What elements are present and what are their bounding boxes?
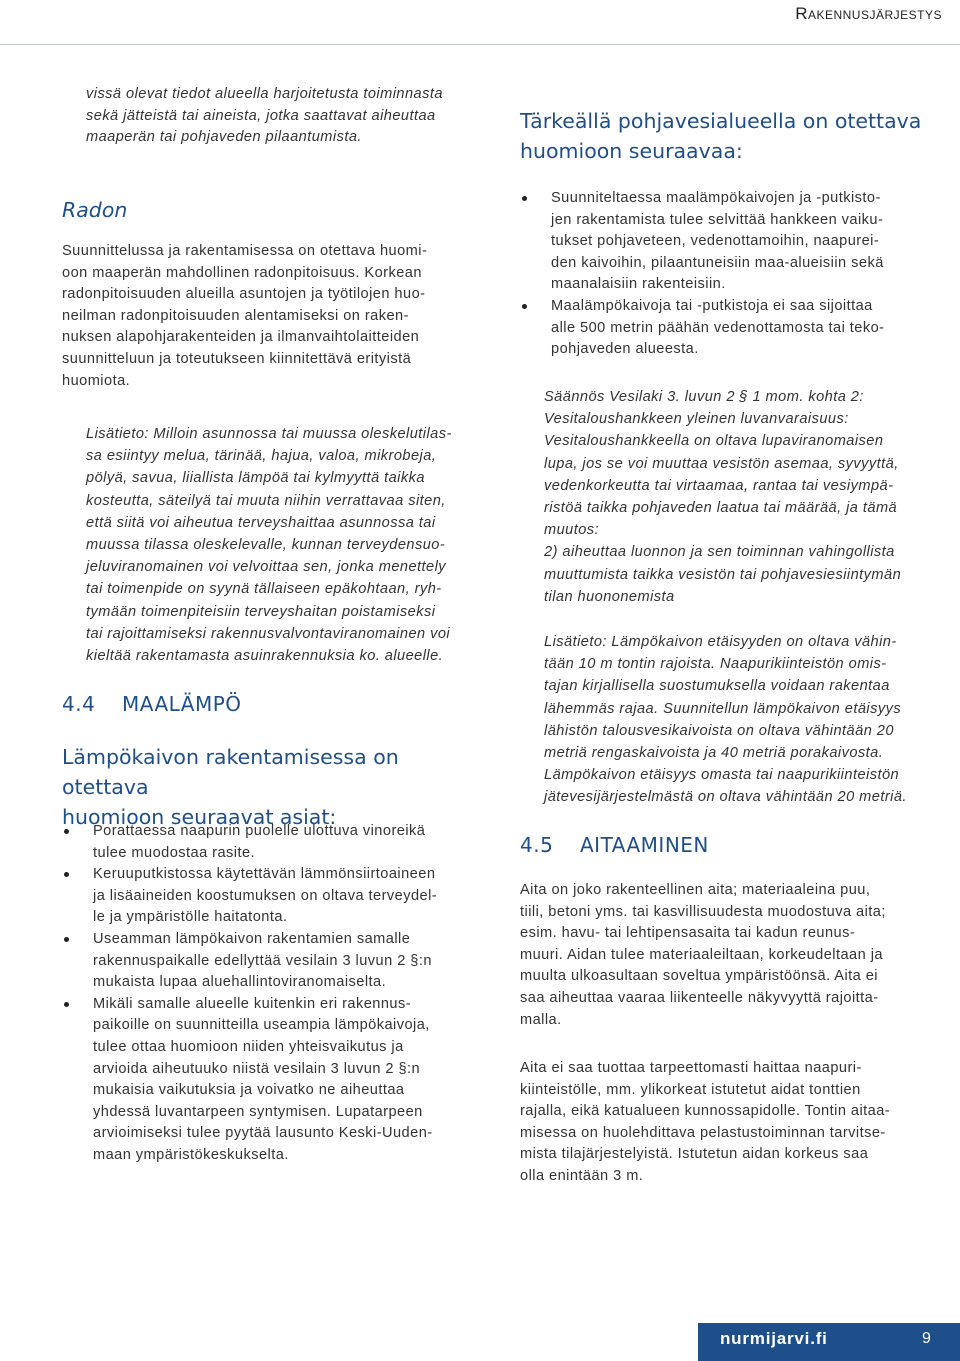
list-item: Mikäli samalle alueelle kuitenkin eri rakennus- paikoille on suunnitteilla useampia lämpökaivoja, tulee ottaa huomioon niiden yhteisvaikutus ja arvioida aiheutuuko niistä vesilain 3 luvun 2 §:n mukaisia vaikutuksia ja voivatko ne aiheuttaa yhdessä luvantarpeen syntymisen. Lupatarpeen arvioimiseksi tulee pyytää lausunto Keski-Uuden- maan ympäristökeskukselta. xyxy=(62,994,502,1167)
statute-note: Säännös Vesilaki 3. luvun 2 § 1 mom. kohta 2: Vesitaloushankkeen yleinen luvanvaraisuus: Vesitaloushankkeella on oltava lupaviranomaisen lupa, jos se voi muuttaa vesistön asemaa, syvyyttä, vedenkorkeutta tai virtaamaa, rantaa tai vesiympä- ristöä taikka pohjaveden laatua tai määrää, ja tämä muutos: 2) aiheuttaa luonnon ja sen toiminnan vahingollista muuttumista taikka vesistön tai pohjavesiesiintymän tilan huononemista xyxy=(544,389,902,605)
geothermal-distance-note: Lisätieto: Lämpökaivon etäisyyden on oltava vähin- tään 10 m tontin rajoista. Naapurikiinteistön omis- tajan kirjallisella suostumuksella voidaan rakentaa lähemmäs rajaa. Suunnitellun lämpökaivon etäisyys lähistön talousvesikaivoista on oltava vähintään 20 metriä rengaskaivoista ja 40 metriä porakaivosta. Lämpökaivon etäisyys omasta tai naapurikiinteistön jätevesijärjestelmästä on oltava vähintään 20 metriä. xyxy=(544,634,907,806)
section-title: MAALÄMPÖ xyxy=(122,692,242,716)
section-number: 4.4 xyxy=(62,692,96,716)
geothermal-bullet-list xyxy=(62,821,502,1167)
footer-site-link[interactable]: nurmijarvi.fi xyxy=(720,1329,828,1348)
running-header-title: Rakennusjärjestys xyxy=(795,4,942,23)
list-item: Suunniteltaessa maalämpökaivojen ja -putkisto- jen rakentamista tulee selvittää hankkeen vaiku- tukset pohjaveteen, vedenottamoihin, naapurei- den kaivoihin, pilaantuneisiin maa-alueisiin sekä maanalaisiin rakenteisiin. xyxy=(520,188,950,296)
radon-paragraph: Suunnittelussa ja rakentamisessa on otettava huomi- oon maaperän mahdollinen radonpitoisuus. Korkean radonpitoisuuden alueilla asuntojen ja työtilojen huo- neilman radonpitoisuuden alentamiseksi on raken- nuksen alapohjarakenteiden ja ilmanvaihtolaitteiden suunnitteluun ja toteutukseen kiinnitettävä erityistä huomiota. xyxy=(62,243,428,389)
header-rule xyxy=(0,44,960,45)
intro-paragraph: vissä olevat tiedot alueella harjoitetusta toiminnasta sekä jätteistä tai aineista, jotka saattavat aiheuttaa maaperän tai pohjaveden pilaantumista. xyxy=(86,86,443,146)
fencing-paragraph-1: Aita on joko rakenteellinen aita; materiaaleina puu, tiili, betoni yms. tai kasvillisuudesta muodostuva aita; esim. havu- tai lehtipensasaita tai kadun reunus- muuri. Aidan tulee materiaaleiltaan, korkeudeltaan ja muulta ulkoasultaan soveltua ympäristöönsä. Aita ei saa aiheuttaa vaaraa liikenteelle näkyvyyttä rajoitta- malla. xyxy=(520,882,886,1028)
groundwater-bullet-list xyxy=(520,188,950,361)
page-number: 9 xyxy=(922,1330,931,1347)
list-item: Maalämpökaivoja tai -putkistoja ei saa sijoittaa alle 500 metrin päähän vedenottamosta tai teko- pohjaveden alueesta. xyxy=(520,296,950,361)
section-title: AITAAMINEN xyxy=(580,833,709,857)
fencing-paragraph-2: Aita ei saa tuottaa tarpeettomasti haittaa naapuri- kiinteistölle, mm. ylikorkeat istutetut aidat tonttien rajalla, eikä katualueen kunnossapidolle. Tontin aitaa- misessa on huolehdittava pelastustoiminnan tarvitse- mista tilajärjestelyistä. Istutetun aidan korkeus saa olla enintään 3 m. xyxy=(520,1060,891,1184)
radon-info-note: Lisätieto: Milloin asunnossa tai muussa oleskelutilas- sa esiintyy melua, tärinää, hajua, valoa, mikrobeja, pölyä, savua, liiallista lämpöä tai kylmyyttä taikka kosteutta, säteilyä tai muuta niihin verrattavaa siten, että siitä voi aiheutua terveyshaittaa asunnossa tai muussa tilassa oleskelevalle, kunnan terveydensuo- jeluviranomainen voi velvoittaa sen, jonka menettely tai toimenpide on syynä tällaiseen epäkohtaan, ryh- tymään toimenpiteisiin terveyshaitan poistamiseksi tai rajoittamiseksi rakennusvalvontaviranomainen voi kieltää rakentamasta asuinrakennuksia ko. alueelle. xyxy=(86,426,452,665)
section-heading-4-4 xyxy=(62,691,242,717)
radon-heading: Radon xyxy=(62,198,128,222)
list-item: Keruuputkistossa käytettävän lämmönsiirtoaineen ja lisäaineiden koostumuksen on oltava terveydel- le ja ympäristölle haitatonta. xyxy=(62,864,502,929)
section-number: 4.5 xyxy=(520,833,554,857)
geothermal-subheading: Lämpökaivon rakentamisessa on otettava huomioon seuraavat asiat: xyxy=(62,745,399,829)
list-item: Porattaessa naapurin puolelle ulottuva vinoreikä tulee muodostaa rasite. xyxy=(62,821,502,864)
groundwater-subheading: Tärkeällä pohjavesialueella on otettava huomioon seuraavaa: xyxy=(520,109,922,163)
section-heading-4-5 xyxy=(520,832,709,858)
list-item: Useamman lämpökaivon rakentamien samalle rakennuspaikalle edellyttää vesilain 3 luvun 2 §:n mukaista lupaa aluehallintoviranomaiselta. xyxy=(62,929,502,994)
